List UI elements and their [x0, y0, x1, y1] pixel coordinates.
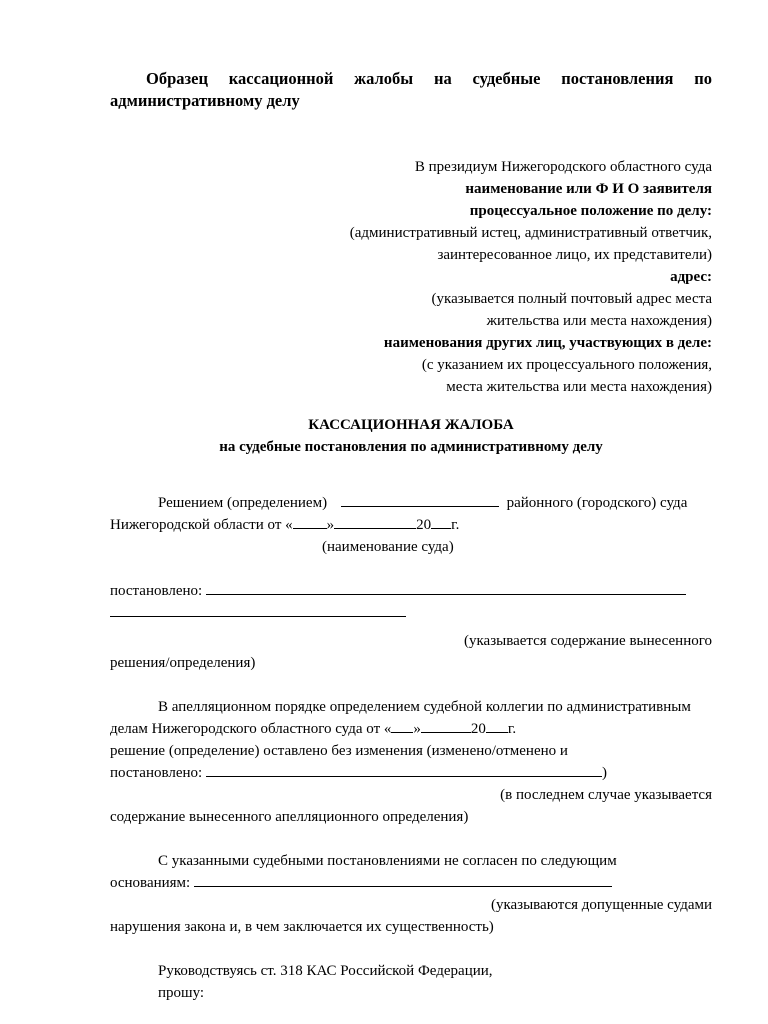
- appeal-year: 20: [470, 721, 486, 737]
- addressee-block: [110, 156, 712, 398]
- closing-line-1: Руководствуясь ст. 318 КАС Российской Федерации,: [158, 963, 493, 979]
- court-name-hint: (наименование суда): [322, 539, 454, 555]
- procedural-hint-2: заинтересованное лицо, их представители): [437, 247, 712, 263]
- address-label: адрес:: [670, 269, 712, 285]
- resolved-blank-1[interactable]: [206, 580, 686, 595]
- disagree-line-1: С указанными судебными постановлениями не согласен по следующим: [158, 853, 617, 869]
- appeal-resolved-label: постановлено:: [110, 765, 203, 781]
- procedural-hint-1: (административный истец, административный ответчик,: [349, 225, 712, 241]
- disagreement-section: [110, 850, 712, 938]
- appeal-line-1: В апелляционном порядке определением судебной коллегии по административным: [158, 699, 691, 715]
- decision-section: [110, 492, 712, 558]
- document-title: Образец кассационной жалобы на судебные постановления по административному делу: [110, 69, 712, 110]
- other-parties-label: наименования других лиц, участвующих в деле:: [383, 335, 712, 351]
- day-blank[interactable]: [293, 514, 327, 529]
- decision-text-2: районного (городского) суда: [506, 495, 688, 511]
- resolved-section: [110, 580, 712, 674]
- complaint-heading: КАССАЦИОННАЯ ЖАЛОБА: [308, 417, 514, 433]
- applicant-line: наименование или Ф И О заявителя: [465, 181, 712, 197]
- closing-line-2: прошу:: [158, 985, 205, 1001]
- closing-section: [110, 960, 712, 1004]
- appeal-section: [110, 696, 712, 828]
- court-line: В президиум Нижегородского областного суда: [414, 159, 712, 175]
- resolved-blank-2[interactable]: [110, 602, 406, 617]
- appeal-quote: »: [413, 721, 421, 737]
- other-parties-hint-2: места жительства или места нахождения): [446, 379, 712, 395]
- month-blank[interactable]: [334, 514, 416, 529]
- decision-date-text: Нижегородской области от «: [110, 517, 293, 533]
- appeal-close-paren: ): [601, 765, 607, 781]
- complaint-subheading: на судебные постановления по административному делу: [219, 439, 603, 455]
- appeal-month-blank[interactable]: [421, 718, 471, 733]
- grounds-hint-2: нарушения закона и, в чем заключается их существенность): [110, 919, 494, 935]
- year-blank[interactable]: [431, 514, 451, 529]
- grounds-hint-1: (указываются допущенные судами: [490, 897, 712, 913]
- decision-quote: »: [326, 517, 335, 533]
- decision-year: 20: [416, 517, 432, 533]
- court-name-blank[interactable]: [341, 492, 499, 507]
- appeal-hint-2: содержание вынесенного апелляционного определения): [110, 809, 469, 825]
- appeal-day-blank[interactable]: [391, 718, 413, 733]
- resolved-label: постановлено:: [110, 583, 203, 599]
- decision-text-1: Решением (определением): [158, 495, 328, 511]
- grounds-label: основаниям:: [110, 875, 191, 891]
- resolved-hint-2: решения/определения): [110, 655, 256, 671]
- address-hint-2: жительства или места нахождения): [486, 313, 712, 329]
- grounds-blank[interactable]: [194, 872, 612, 887]
- procedural-label: процессуальное положение по делу:: [469, 203, 712, 219]
- address-hint-1: (указывается полный почтовый адрес места: [431, 291, 712, 307]
- resolved-hint-1: (указывается содержание вынесенного: [463, 633, 712, 649]
- appeal-date-text: делам Нижегородского областного суда от «: [110, 721, 392, 737]
- appeal-year-blank[interactable]: [486, 718, 508, 733]
- appeal-hint-1: (в последнем случае указывается: [500, 787, 712, 803]
- appeal-resolved-blank[interactable]: [206, 762, 602, 777]
- appeal-year-suffix: г.: [507, 721, 517, 737]
- other-parties-hint-1: (с указанием их процессуального положения,: [421, 357, 712, 373]
- appeal-line-3: решение (определение) оставлено без изменения (изменено/отменено и: [110, 743, 568, 759]
- decision-year-suffix: г.: [451, 517, 460, 533]
